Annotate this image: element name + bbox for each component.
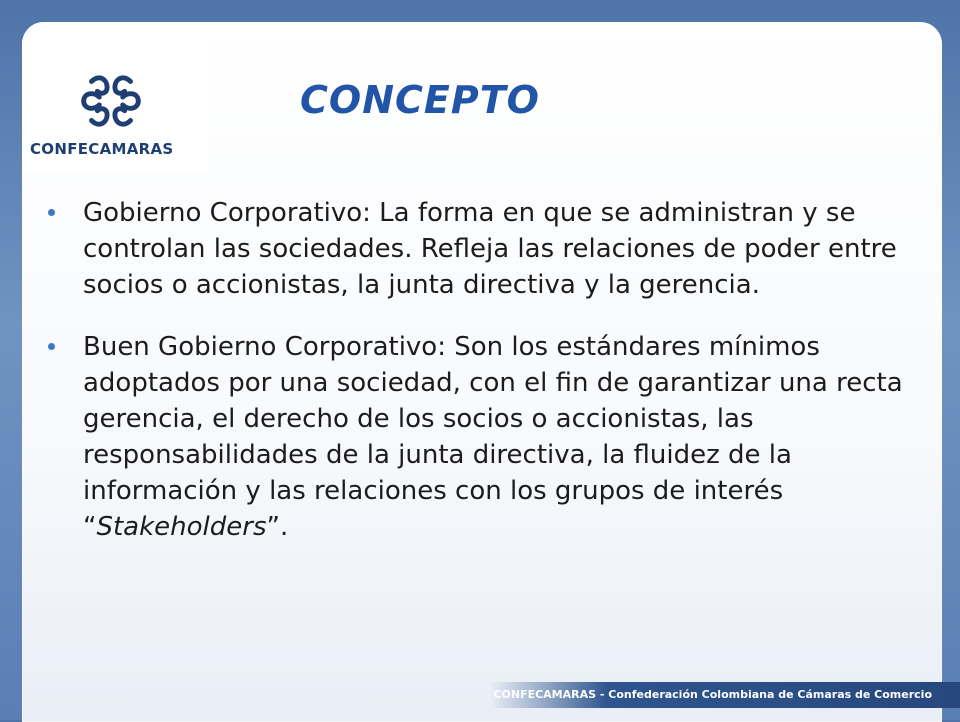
stakeholders-term: Stakeholders	[96, 512, 267, 542]
footer-bar	[490, 682, 960, 708]
list-item	[48, 329, 918, 545]
footer-text: CONFECAMARAS - Confederación Colombiana de Cámaras de Comercio	[493, 688, 932, 701]
bullet-dot-icon	[48, 343, 55, 350]
page-title: CONCEPTO	[300, 78, 540, 122]
bullet-text-end: ”.	[266, 512, 289, 542]
logo-text: CONFECAMARAS	[30, 140, 174, 158]
bullet-text: Gobierno Corporativo: La forma en que se administran y se controlan las sociedades. Refleja las relaciones de poder entre socios o accionistas, la junta directiva y la gerencia.	[83, 198, 897, 300]
bullet-list	[48, 195, 918, 571]
list-item	[48, 195, 918, 303]
bullet-dot-icon	[48, 209, 55, 216]
confecamaras-cross-logo-icon	[72, 62, 150, 140]
bullet-text	[83, 329, 913, 545]
bullet-text-main: Buen Gobierno Corporativo: Son los estándares mínimos adoptados por una sociedad, con el fin de garantizar una recta gerencia, el derecho de los socios o accionistas, las responsabilidades de la junta directiva, la fluidez de la información y las relaciones con los grupos de interés “	[83, 332, 903, 542]
